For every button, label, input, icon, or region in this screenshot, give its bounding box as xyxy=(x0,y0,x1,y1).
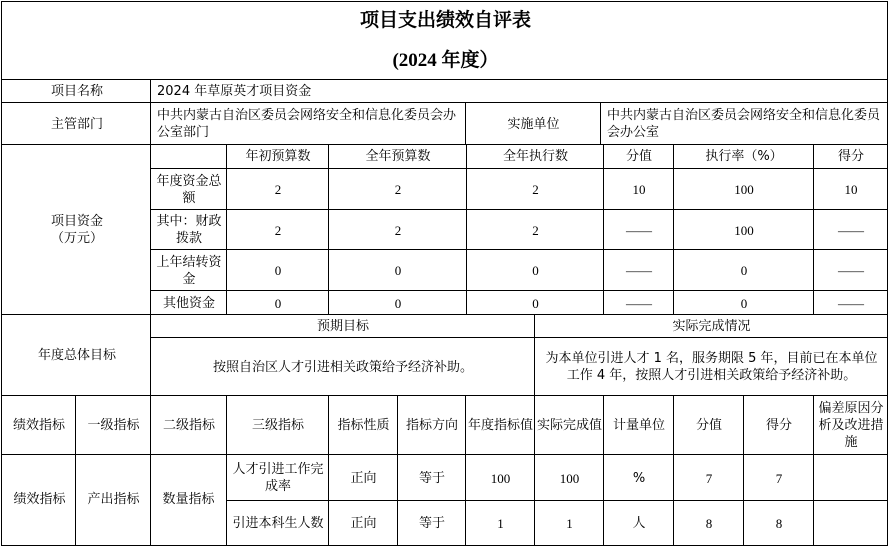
sheet-subtitle: (2024 年度） xyxy=(392,49,499,71)
funds-value-cell: 2 xyxy=(274,222,282,238)
funds-value-cell: —— xyxy=(838,222,864,238)
indicator-reason-cell xyxy=(814,455,888,501)
indicator-header-cell: 偏差原因分析及改进措施 xyxy=(818,400,884,450)
funds-value-cell: 0 xyxy=(274,295,282,311)
funds-value-cell: 0 xyxy=(532,263,539,278)
funds-header-cell: 得分 xyxy=(837,149,864,164)
grid-line xyxy=(1,1,2,546)
funds-row-name: 其中：财政拨款 xyxy=(156,214,222,246)
dept-value: 中共内蒙古自治区委员会网络安全和信息化委员会办公室部门 xyxy=(157,108,457,140)
funds-header-cell: 执行率（%） xyxy=(705,149,783,164)
funds-value-cell: —— xyxy=(626,222,652,238)
indicator-header-cell: 年度指标值 xyxy=(468,417,534,433)
actual-goal-header: 实际完成情况 xyxy=(672,319,751,334)
indicator-target-cell: 1 xyxy=(497,515,504,531)
funds-value-cell: —— xyxy=(626,263,652,278)
indicator-header-cell: 二级指标 xyxy=(162,417,215,433)
funds-value-cell: 2 xyxy=(532,222,539,238)
impl-unit-label: 实施单位 xyxy=(507,116,560,132)
indicator-header-cell: 绩效指标 xyxy=(12,417,65,433)
funds-row-name: 年度资金总额 xyxy=(156,173,222,206)
indicator-unit-cell: 人 xyxy=(632,515,646,531)
indicator-direction-cell: 等于 xyxy=(418,515,445,531)
funds-value-cell: 0 xyxy=(532,295,539,311)
funds-value-cell: 0 xyxy=(740,295,748,311)
indicator-header-cell: 指标性质 xyxy=(337,417,390,433)
funds-value-cell: 0 xyxy=(274,263,282,278)
funds-value-cell: 2 xyxy=(532,182,539,197)
indicator-header-cell: 实际完成值 xyxy=(537,417,603,433)
indicator-header-cell: 一级指标 xyxy=(87,417,140,433)
funds-value-cell: —— xyxy=(838,263,864,278)
funds-value-cell: 10 xyxy=(844,182,858,197)
funds-value-cell: 100 xyxy=(734,222,754,238)
impl-unit-value: 中共内蒙古自治区委员会网络安全和信息化委员会办公室 xyxy=(607,108,881,140)
indicator-score-cell: 7 xyxy=(705,470,713,486)
grid-line xyxy=(1,545,888,546)
funds-value-cell: 2 xyxy=(394,182,402,197)
funds-header-cell: 全年预算数 xyxy=(365,149,431,164)
indicator-header-cell: 计量单位 xyxy=(612,417,665,433)
indicator-actual-cell: 1 xyxy=(566,515,573,531)
indicator-unit-cell: % xyxy=(632,470,646,486)
indicator-header-cell: 三级指标 xyxy=(251,417,304,433)
dept-label: 主管部门 xyxy=(50,116,103,132)
funds-value-cell: 0 xyxy=(740,263,748,278)
indicator-actual-cell: 100 xyxy=(559,470,580,486)
funds-value-cell: 0 xyxy=(394,295,402,311)
funds-row-name: 其他资金 xyxy=(162,295,215,311)
sheet-title: 项目支出绩效自评表 xyxy=(359,8,531,31)
indicator-target-cell: 100 xyxy=(490,470,511,486)
indicator-reason-cell xyxy=(814,501,888,545)
goals-label: 年度总体目标 xyxy=(37,348,116,363)
funds-header-cell: 全年执行数 xyxy=(502,149,568,164)
funds-value-cell: —— xyxy=(838,295,864,311)
funds-header-cell: 分值 xyxy=(625,149,652,164)
expected-goal-header: 预期目标 xyxy=(316,319,369,334)
funds-header-cell: 年初预算数 xyxy=(245,149,311,164)
funds-label: 项目资金 （万元） xyxy=(50,214,103,246)
funds-value-cell: 10 xyxy=(632,182,646,197)
funds-row-name: 上年结转资金 xyxy=(156,254,222,287)
indicator-group-label: 绩效指标 xyxy=(13,492,66,507)
indicator-header-cell: 分值 xyxy=(695,417,722,433)
level1-indicator: 产出指标 xyxy=(87,492,140,507)
indicator-score-cell: 8 xyxy=(705,515,713,531)
expected-goal-text: 按照自治区人才引进相关政策给予经济补助。 xyxy=(212,359,473,375)
indicator-header-cell: 得分 xyxy=(765,417,792,433)
project-name-label: 项目名称 xyxy=(50,84,103,99)
indicator-nature-cell: 正向 xyxy=(350,470,377,486)
project-name-value: 2024 年草原英才项目资金 xyxy=(157,84,312,99)
indicator-nature-cell: 正向 xyxy=(350,515,377,531)
level2-indicator: 数量指标 xyxy=(162,492,215,507)
indicator-direction-cell: 等于 xyxy=(418,470,445,486)
indicator-header-cell: 指标方向 xyxy=(405,417,458,433)
funds-value-cell: 100 xyxy=(734,182,754,197)
funds-value-cell: 2 xyxy=(274,182,282,197)
indicator-level3-cell: 引进本科生人数 xyxy=(232,515,324,531)
funds-value-cell: —— xyxy=(626,295,652,311)
indicator-got-cell: 8 xyxy=(775,515,783,531)
funds-value-cell: 0 xyxy=(394,263,402,278)
actual-goal-text: 为本单位引进人才 1 名，服务期限 5 年，目前已在本单位工作 4 年，按照人才引进相关政策给予经济补助。 xyxy=(545,351,878,383)
indicator-level3-cell: 人才引进工作完成率 xyxy=(232,462,324,494)
grid-line xyxy=(1,1,888,2)
funds-value-cell: 2 xyxy=(394,222,402,238)
indicator-got-cell: 7 xyxy=(775,470,783,486)
